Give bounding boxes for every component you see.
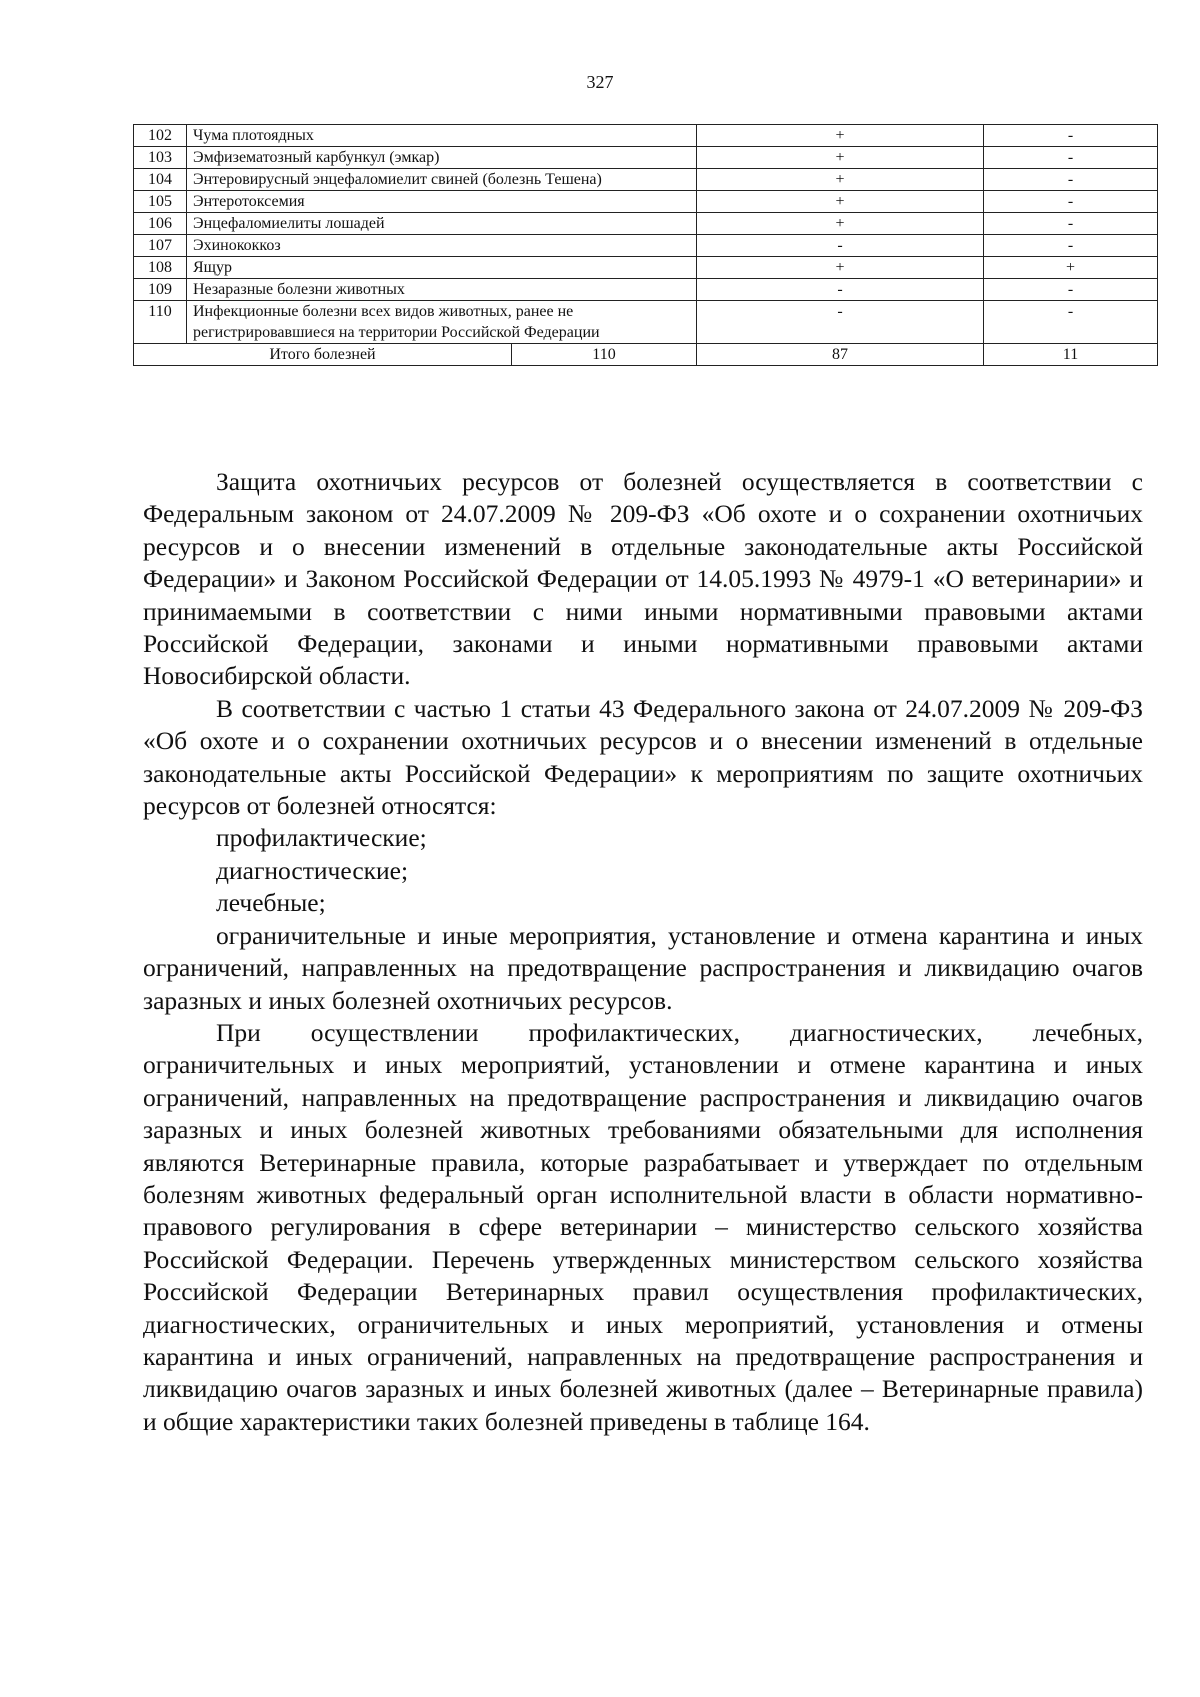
total-col3: 87 [697,344,984,366]
mark-col3: + [697,147,984,169]
mark-col4: + [984,257,1158,279]
disease-name: Энтеровирусный энцефаломиелит свиней (болезнь Тешена) [187,169,697,191]
disease-name: Ящур [187,257,697,279]
table-row [134,125,1158,147]
mark-col3: + [697,213,984,235]
paragraph: При осуществлении профилактических, диагностических, лечебных, ограничительных и иных мероприятий, установлении и отмене карантина и иных ограничений, направленных на предотвращение распространения и ликвидацию очагов заразных и иных болезней животных требованиями обязательными для исполнения являются Ветеринарные правила, которые разрабатывает и утверждает по отдельным болезням животных федеральный орган исполнительной власти в области нормативно-правового регулирования в сфере ветеринарии – министерство сельского хозяйства Российской Федерации. Перечень утвержденных министерством сельского хозяйства Российской Федерации Ветеринарных правил осуществления профилактических, диагностических, ограничительных и иных мероприятий, установления и отмены карантина и иных ограничений, направленных на предотвращение распространения и ликвидацию очагов заразных и иных болезней животных (далее – Ветеринарные правила) и общие характеристики таких болезней приведены в таблице 164. [143,1017,1143,1436]
row-number: 104 [134,169,187,191]
table-row [134,301,1158,344]
table-row [134,213,1158,235]
table-row [134,191,1158,213]
mark-col3: + [697,191,984,213]
disease-name: Энтеротоксемия [187,191,697,213]
disease-name: Инфекционные болезни всех видов животных, ранее не регистрировавшиеся на территории Российской Федерации [187,301,697,344]
row-number: 105 [134,191,187,213]
total-label: Итого болезней [134,344,512,366]
mark-col3: + [697,169,984,191]
row-number: 106 [134,213,187,235]
row-number: 107 [134,235,187,257]
mark-col3: - [697,279,984,301]
table-row [134,169,1158,191]
mark-col3: - [697,235,984,257]
page-number: 327 [586,72,614,92]
body-text [143,466,1143,1438]
disease-name: Эмфизематозный карбункул (эмкар) [187,147,697,169]
mark-col4: - [984,301,1158,344]
diseases-table [133,124,1158,366]
row-number: 102 [134,125,187,147]
mark-col4: - [984,147,1158,169]
mark-col4: - [984,279,1158,301]
row-number: 108 [134,257,187,279]
row-number: 103 [134,147,187,169]
list-item: диагностические; [216,855,409,885]
mark-col4: - [984,213,1158,235]
list-item: профилактические; [216,823,427,853]
mark-col4: - [984,125,1158,147]
list-item: лечебные; [216,888,326,918]
paragraph: Защита охотничьих ресурсов от болезней осуществляется в соответствии с Федеральным законом от 24.07.2009 № 209-ФЗ «Об охоте и о сохранении охотничьих ресурсов и о внесении изменений в отдельные законодательные акты Российской Федерации» и Законом Российской Федерации от 14.05.1993 № 4979-1 «О ветеринарии» и принимаемыми в соответствии с ними иными нормативными правовыми актами Российской Федерации, законами и иными нормативными правовыми актами Новосибирской области. [143,467,1143,691]
mark-col4: - [984,169,1158,191]
table-row [134,257,1158,279]
total-count: 110 [512,344,697,366]
disease-name: Энцефаломиелиты лошадей [187,213,697,235]
list-item: ограничительные и иные мероприятия, установление и отмена карантина и иных ограничений, направленных на предотвращение распространения и ликвидацию очагов заразных и иных болезней охотничьих ресурсов. [143,920,1143,1015]
table-row [134,147,1158,169]
total-col4: 11 [984,344,1158,366]
table-row [134,235,1158,257]
table-row [134,279,1158,301]
disease-name: Незаразные болезни животных [187,279,697,301]
mark-col3: - [697,301,984,344]
mark-col3: + [697,257,984,279]
row-number: 109 [134,279,187,301]
total-row [134,344,1158,366]
mark-col4: - [984,191,1158,213]
disease-name: Чума плотоядных [187,125,697,147]
mark-col4: - [984,235,1158,257]
paragraph: В соответствии с частью 1 статьи 43 Федерального закона от 24.07.2009 № 209-ФЗ «Об охоте и о сохранении охотничьих ресурсов и о внесении изменений в отдельные законодательные акты Российской Федерации» к мероприятиям по защите охотничьих ресурсов от болезней относятся: [143,693,1143,821]
disease-name: Эхинококкоз [187,235,697,257]
mark-col3: + [697,125,984,147]
row-number: 110 [134,301,187,344]
